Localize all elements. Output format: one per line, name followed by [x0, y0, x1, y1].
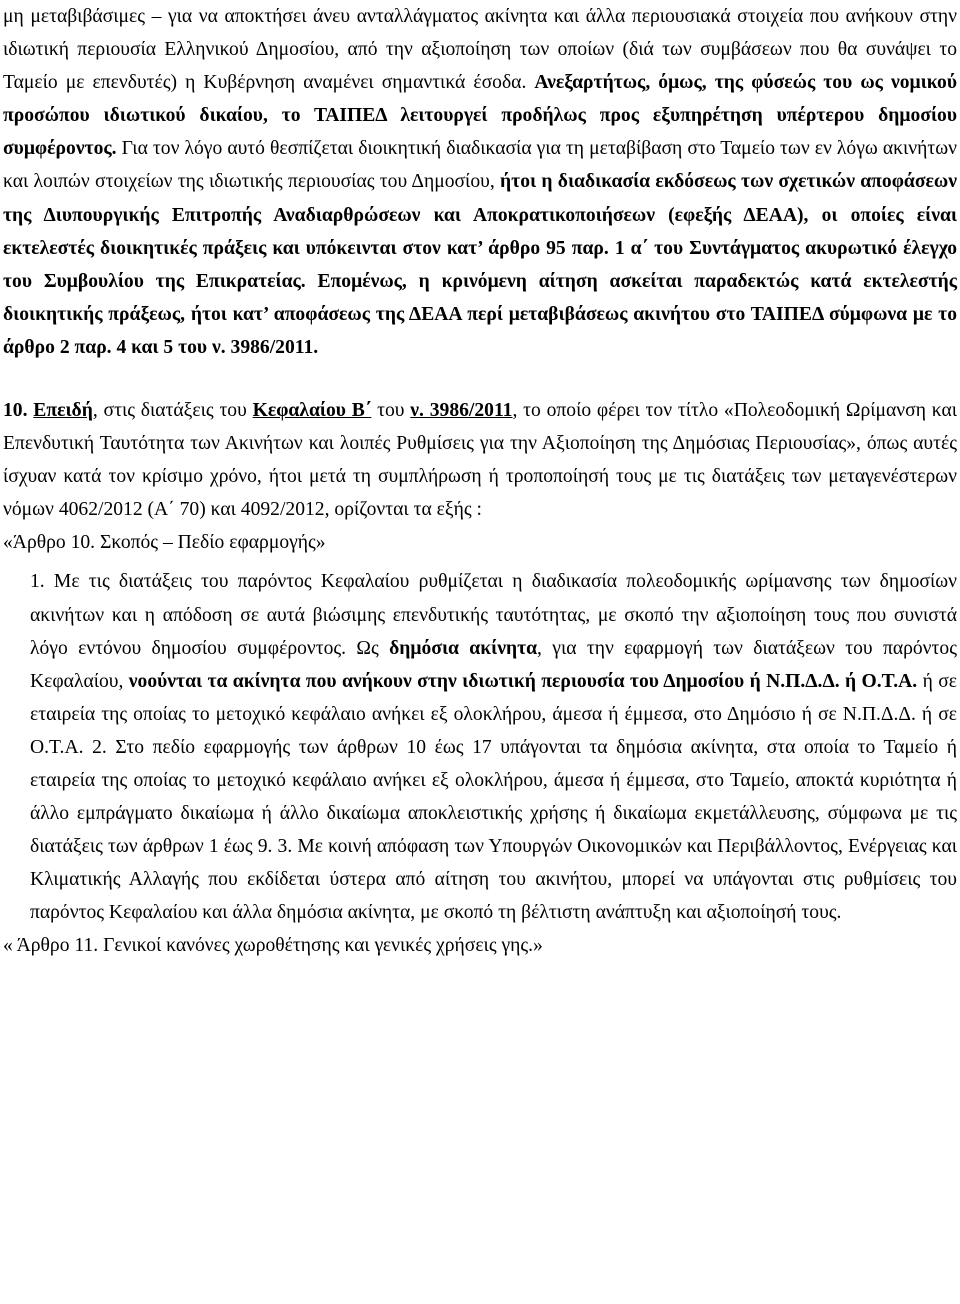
paragraph-taiped-nature: [3, 0, 957, 364]
epeidi-word: Επειδή: [33, 400, 93, 422]
paragraph-number: 10.: [3, 400, 28, 422]
article-11-heading: « Άρθρο 11. Γενικοί κανόνες χωροθέτησης και γενικές χρήσεις γης.»: [3, 935, 543, 957]
paragraph-text: του: [371, 400, 411, 422]
paragraph-text: ή σε εταιρεία της οποίας το μετοχικό κεφάλαιο ανήκει εξ ολοκλήρου, άμεσα ή έμμεσα, στο Δημόσιο ή σε Ν.Π.Δ.Δ. ή σε Ο.Τ.Α. 2. Στο πεδίο εφαρμογής των άρθρων 10 έως 17 υπάγονται τα δημόσια ακίνητα, στα οποία το Ταμείο ή εταιρεία της οποίας το μετοχικό κεφάλαιο ανήκει εξ ολοκλήρου, άμεσα ή έμμεσα, στο Ταμείο, αποκτά κυριότητα ή άλλο εμπράγματο δικαίωμα ή άλλο δικαίωμα αποκλειστικής χρήσης ή δικαίωμα εκμετάλλευσης, σύμφωνα με τις διατάξεις των άρθρων 1 έως 9. 3. Με κοινή απόφαση των Υπουργών Οικονομικών και Περιβάλλοντος, Ενέργειας και Κλιματικής Αλλαγής που εκδίδεται ύστερα από αίτηση του ακινήτου, μπορεί να υπάγονται στις ρυθμίσεις του παρόντος Κεφαλαίου και άλλα δημόσια ακίνητα, με σκοπό τη βέλτιστη ανάπτυξη και αξιοποίησή τους.: [30, 670, 957, 924]
chapter-reference: Κεφαλαίου Β΄: [252, 400, 372, 422]
article-10-body: [3, 565, 957, 929]
bold-text: Ανεξαρτήτως, όμως, της φύσεώς του ως νομικού προσώπου ιδιωτικού δικαίου, το ΤΑΙΠΕΔ λειτουργεί προδήλως προς εξυπηρέτηση υπέρτερου δημοσίου συμφέροντος.: [3, 72, 957, 160]
bold-text: νοούνται τα ακίνητα που ανήκουν στην ιδιωτική περιουσία του Δημοσίου ή Ν.Π.Δ.Δ. ή Ο.Τ.Α.: [128, 670, 918, 692]
paragraph-10: [3, 394, 957, 526]
paragraph-text: , στις διατάξεις του: [92, 400, 253, 422]
bold-text: Επομένως, η κρινόμενη αίτηση ασκείται παραδεκτώς κατά εκτελεστής διοικητικής πράξεως, ήτοι κατ’ αποφάσεως της ΔΕΑΑ περί μεταβιβάσεως ακινήτου στο ΤΑΙΠΕΔ σύμφωνα με το άρθρο 2 παρ. 4 και 5 του ν. 3986/2011.: [3, 270, 957, 358]
paragraph-text: μη μεταβιβάσιμες – για να αποκτήσει άνευ ανταλλάγματος ακίνητα και άλλα περιουσιακά στοιχεία που ανήκουν στην ιδιωτική περιουσία Ελληνικού Δημοσίου, από την αξιοποίηση των οποίων (διά των συμβάσεων που θα συνάψει το Ταμείο με επενδυτές) η Κυβέρνηση αναμένει σημαντικά έσοδα.: [3, 6, 957, 94]
law-reference: ν. 3986/2011: [410, 400, 513, 422]
defined-term: δημόσια ακίνητα: [389, 637, 538, 659]
paragraph-text: , για την εφαρμογή των διατάξεων του παρόντος Κεφαλαίου,: [30, 637, 957, 692]
paragraph-text: Για τον λόγο αυτό θεσπίζεται διοικητική διαδικασία για τη μεταβίβαση στο Ταμείο των εν λόγω ακινήτων και λοιπών στοιχείων της ιδιωτικής περιουσίας του Δημοσίου,: [3, 138, 957, 193]
paragraph-text: , το οποίο φέρει τον τίτλο «Πολεοδομική Ωρίμανση και Επενδυτική Ταυτότητα των Ακινήτων και λοιπές Ρυθμίσεις για την Αξιοποίηση της Δημόσιας Περιουσίας», όπως αυτές ίσχυαν κατά τον κρίσιμο χρόνο, ήτοι μετά τη συμπλήρωση ή τροποποίησή τους με τις διατάξεις των μεταγενέστερων νόμων 4062/2012 (Α΄ 70) και 4092/2012, ορίζονται τα εξής :: [3, 400, 957, 521]
paragraph-text: 1. Με τις διατάξεις του παρόντος Κεφαλαίου ρυθμίζεται η διαδικασία πολεοδομικής ωρίμανσης των δημοσίων ακινήτων και η απόδοση σε αυτά βιώσιμης επενδυτικής ταυτότητας, με σκοπό την αξιοποίηση τους που συνιστά λόγο εντόνου δημοσίου συμφέροντος. Ως: [30, 571, 957, 659]
article-10-heading: «Άρθρο 10. Σκοπός – Πεδίο εφαρμογής»: [3, 532, 326, 554]
bold-text: ήτοι η διαδικασία εκδόσεως των σχετικών αποφάσεων της Διυπουργικής Επιτροπής Αναδιαρθρώσεων και Αποκρατικοποιήσεων (εφεξής ΔΕΑΑ), οι οποίες είναι εκτελεστές διοικητικές πράξεις και υπόκεινται στον κατ’ άρθρο 95 παρ. 1 α΄ του Συντάγματος ακυρωτικό έλεγχο του Συμβουλίου της Επικρατείας.: [3, 171, 957, 292]
